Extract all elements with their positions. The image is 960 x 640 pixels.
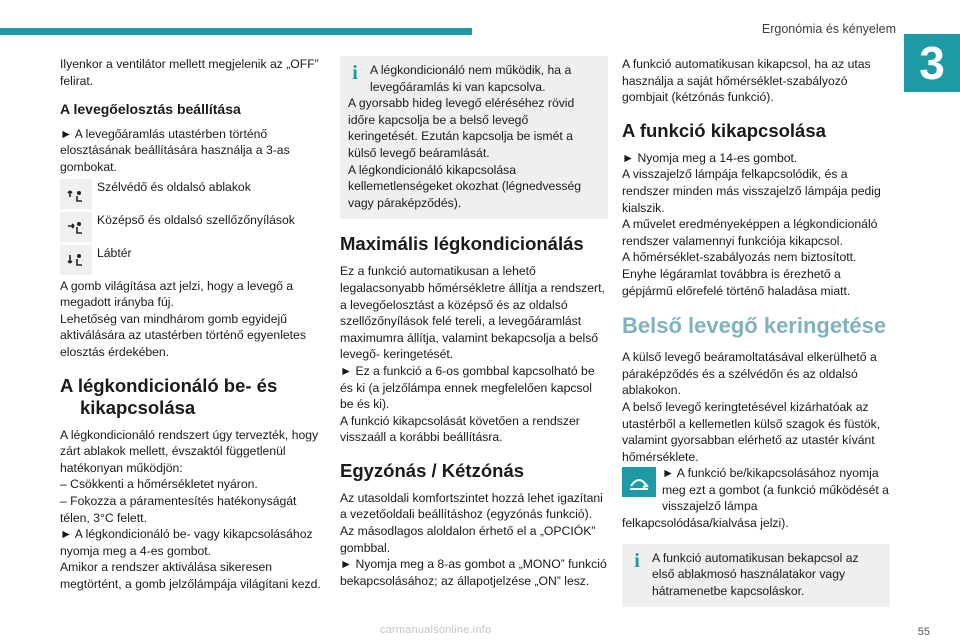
paragraph: Lehetőség van mindhárom gomb egyidejű aktiválására az utastérben történő egyenletes elosztás érdekében. [60, 311, 306, 359]
paragraph: Amikor a rendszer aktiválása sikeresen megtörtént, a gomb jelzőlámpája világítani kezd. [60, 560, 321, 591]
paragraph: Enyhe légáramlat továbbra is érezhető a gépjármű előrefelé történő haladása miatt. [622, 266, 851, 298]
column-3 [622, 56, 890, 607]
page-number: 55 [917, 626, 930, 638]
heading-max-ac: Maximális légkondicionálás [340, 233, 584, 255]
paragraph: Az másodlagos aloldalon érhető el a „OPCIÓK” gombbal. [340, 524, 596, 555]
section-title: Ergonómia és kényelem [761, 22, 896, 36]
paragraph: ► A levegőáramlás utastérben történő elosztásának beállítására használja a 3-as gombokat. [60, 126, 290, 174]
info-text: A gyorsabb hideg levegő eléréséhez rövid időre kapcsolja be a belső levegő keringetését. Ezután kapcsolja be ismét a külső levegő beáramlását. [348, 96, 575, 160]
info-icon: i [634, 549, 640, 572]
paragraph: – Fokozza a páramentesítés hatékonyságát télen, 3°C felett. [60, 493, 297, 525]
info-box [340, 56, 608, 219]
paragraph: ► Nyomja meg a 8-as gombot a „MONO” funkció bekapcsolásához; az állapotjelzése „ON” lesz. [340, 557, 607, 588]
paragraph: ► Nyomja meg a 14-es gombot. [622, 150, 798, 165]
heading-zone: Egyzónás / Kétzónás [340, 459, 525, 481]
paragraph: Ez a funkció automatikusan a lehető legalacsonyabb hőmérsékletre állítja a rendszert, a levegőelosztást a középső és az oldalsó szellőzőnyílások felé tereli, a levegőáramlást maximumra állítja, valamint bekapcsolja a belső levegő- keringetését. [340, 264, 605, 362]
paragraph: A külső levegő beáramoltatásával elkerülhető a páraképződés és a szélvédőn és az oldalsó ablakokon. [622, 350, 877, 398]
paragraph: A belső levegő keringtetésével kizárhatóak az utastérből a kellemetlen külső szagok és füstök, valamint gyorsabban elérhető az utastér kívánt hőmérséklete. [622, 399, 881, 464]
chapter-number-tab: 3 [904, 34, 960, 92]
watermark: carmanualsonline.info [380, 624, 492, 636]
icon-row-label: Lábtér [97, 245, 132, 260]
info-icon: i [352, 62, 358, 84]
heading-ac-on-off: A légkondicionáló be- és kikapcsolása [60, 374, 278, 418]
paragraph: A hőmérséklet-szabályozás nem biztosított. [622, 250, 857, 265]
face-vent-airflow-icon [60, 212, 93, 242]
paragraph: A gomb világítása azt jelzi, hogy a levegő a megadott irányba fúj. [60, 278, 294, 310]
paragraph: ► Ez a funkció a 6-os gombbal kapcsolható be és ki (a jelzőlámpa ennek megfelelően kapcsol be és ki). [340, 363, 595, 412]
info-box [622, 544, 890, 608]
paragraph: Ilyenkor a ventilátor mellett megjelenik az „OFF” felirat. [60, 57, 319, 88]
paragraph: A légkondicionáló rendszert úgy tervezték, hogy zárt ablakok mellett, évszaktól függetlenül hatékonyan működjön: [60, 427, 319, 475]
icon-row-label: Szélvédő és oldalsó ablakok [97, 179, 251, 194]
header-accent-bar [0, 28, 472, 35]
heading-air-distribution: A levegőelosztás beállítása [60, 101, 241, 118]
paragraph: ► A funkció be/kikapcsolásához nyomja meg ezt a gombot (a funkció működését a visszajelző lámpa felkapcsolódása/kialvása jelzi). [622, 466, 889, 531]
footwell-airflow-icon [60, 245, 93, 275]
paragraph: – Csökkenti a hőmérsékletet nyáron. [60, 477, 258, 492]
column-1 [60, 56, 322, 592]
windscreen-airflow-icon [60, 179, 93, 209]
info-text: A funkció automatikusan bekapcsol az első ablakmosó használatakor vagy hátramenetbe kapcsoláskor. [652, 550, 859, 598]
paragraph: Az utasoldali komfortszintet hozzá lehet igazítani a vezetőoldali beállításhoz (egyzónás funkció). [340, 490, 603, 522]
icon-row-footwell [60, 245, 322, 275]
paragraph: A művelet eredményeképpen a légkondicionáló rendszer valamennyi funkciója kikapcsol. [622, 217, 878, 248]
paragraph: A visszajelző lámpája felkapcsolódik, és a rendszer minden más visszajelző lámpája pedig kialszik. [622, 167, 881, 215]
heading-recirculation: Belső levegő keringetése [622, 313, 887, 339]
recirculation-button-icon [622, 467, 656, 497]
paragraph: A funkció kikapcsolását követően a rendszer visszaáll a korábbi beállításra. [340, 413, 580, 445]
icon-row-vents [60, 212, 322, 242]
icon-row-windscreen [60, 179, 322, 209]
paragraph: ► A légkondicionáló be- vagy kikapcsolásához nyomja meg a 4-es gombot. [60, 527, 313, 558]
icon-row-label: Középső és oldalsó szellőzőnyílások [97, 212, 295, 227]
column-2 [340, 56, 608, 589]
heading-function-off: A funkció kikapcsolása [622, 119, 826, 141]
paragraph: A funkció automatikusan kikapcsol, ha az utas használja a saját hőmérséklet-szabályozó gombjait (kétzónás funkció). [622, 57, 871, 105]
info-text: A légkondicionáló nem működik, ha a levegőáramlás ki van kapcsolva. [370, 63, 572, 94]
info-text: A légkondicionáló kikapcsolása kellemetlenségeket okozhat (légnedvesség vagy páraképződés). [348, 162, 582, 210]
recirculation-instruction [622, 465, 890, 531]
